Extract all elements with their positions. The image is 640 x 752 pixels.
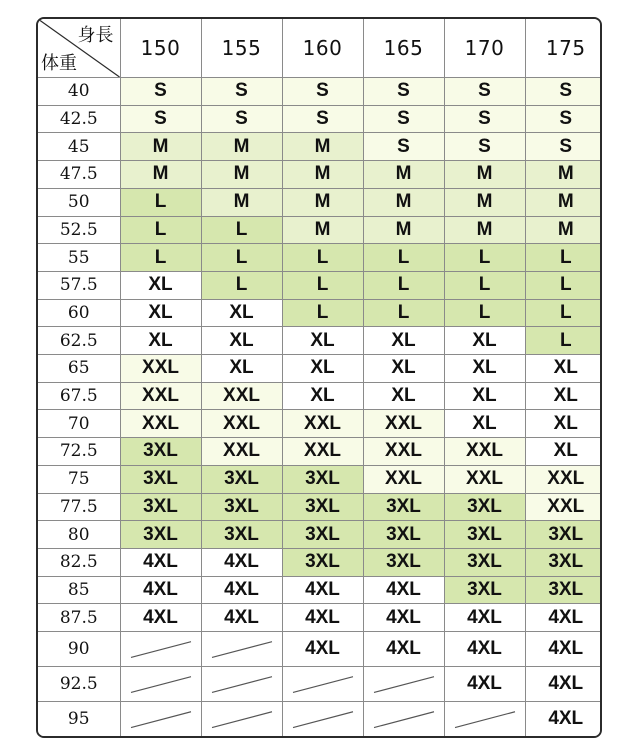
size-cell: 3XL (282, 521, 363, 549)
na-slash-mark (202, 632, 282, 666)
size-cell: XXL (282, 438, 363, 466)
size-cell: 4XL (444, 667, 525, 702)
size-cell: M (201, 188, 282, 216)
na-slash-mark (121, 702, 201, 736)
table-row (38, 521, 602, 549)
weight-cell: 42.5 (38, 105, 120, 133)
size-cell: XL (525, 410, 602, 438)
size-cell: 4XL (444, 604, 525, 632)
weight-cell: 87.5 (38, 604, 120, 632)
table-row (38, 78, 602, 106)
size-cell: 3XL (120, 465, 201, 493)
size-cell: 4XL (363, 604, 444, 632)
size-cell: XXL (120, 382, 201, 410)
size-cell: 4XL (282, 604, 363, 632)
na-slash-mark (202, 667, 282, 701)
size-cell: L (282, 244, 363, 272)
table-row (38, 188, 602, 216)
size-cell: S (282, 105, 363, 133)
table-row (38, 410, 602, 438)
size-cell: XL (201, 327, 282, 355)
size-cell: 4XL (363, 576, 444, 604)
size-cell: XL (444, 355, 525, 383)
size-cell: L (525, 299, 602, 327)
size-cell: XXL (525, 493, 602, 521)
size-cell: XL (282, 355, 363, 383)
size-cell: 4XL (525, 667, 602, 702)
size-cell: M (282, 188, 363, 216)
size-cell: L (201, 244, 282, 272)
weight-axis-label: 体重 (41, 53, 77, 74)
size-cell: S (444, 78, 525, 106)
size-cell: 4XL (525, 632, 602, 667)
size-cell: M (282, 216, 363, 244)
size-cell: XXL (120, 355, 201, 383)
size-cell: XXL (444, 465, 525, 493)
size-cell: XL (201, 299, 282, 327)
size-cell: M (444, 188, 525, 216)
weight-cell: 60 (38, 299, 120, 327)
table-row (38, 105, 602, 133)
na-slash-mark (364, 702, 444, 736)
size-cell: 4XL (444, 632, 525, 667)
na-slash-mark (283, 667, 363, 701)
height-header: 160 (282, 19, 363, 78)
size-cell: M (444, 161, 525, 189)
size-cell: XXL (525, 465, 602, 493)
table-body (38, 78, 602, 737)
height-header: 175 (525, 19, 602, 78)
size-cell: M (363, 161, 444, 189)
weight-cell: 80 (38, 521, 120, 549)
size-cell: M (444, 216, 525, 244)
size-cell: 3XL (363, 521, 444, 549)
size-cell: S (525, 78, 602, 106)
table-row (38, 133, 602, 161)
not-available-cell (201, 632, 282, 667)
size-cell: L (201, 271, 282, 299)
size-cell: XL (525, 382, 602, 410)
size-cell: S (120, 78, 201, 106)
height-axis-label: 身長 (77, 25, 114, 46)
not-available-cell (120, 632, 201, 667)
size-cell: XXL (363, 438, 444, 466)
size-cell: S (525, 105, 602, 133)
size-cell: 3XL (444, 548, 525, 576)
weight-cell: 67.5 (38, 382, 120, 410)
size-cell: XL (120, 327, 201, 355)
size-cell: 3XL (525, 521, 602, 549)
size-cell: XXL (444, 438, 525, 466)
table-row (38, 271, 602, 299)
weight-cell: 40 (38, 78, 120, 106)
size-cell: XL (120, 299, 201, 327)
size-cell: L (444, 299, 525, 327)
size-cell: S (525, 133, 602, 161)
size-cell: M (525, 161, 602, 189)
size-cell: 3XL (525, 548, 602, 576)
size-cell: S (201, 105, 282, 133)
size-cell: 4XL (120, 548, 201, 576)
size-cell: L (363, 271, 444, 299)
size-cell: XL (363, 382, 444, 410)
size-cell: L (282, 271, 363, 299)
not-available-cell (120, 701, 201, 736)
size-cell: 3XL (444, 493, 525, 521)
height-header: 150 (120, 19, 201, 78)
table-row (38, 701, 602, 736)
weight-cell: 82.5 (38, 548, 120, 576)
table-row (38, 604, 602, 632)
size-cell: M (120, 161, 201, 189)
size-cell: XL (363, 355, 444, 383)
weight-cell: 72.5 (38, 438, 120, 466)
size-cell: XXL (363, 465, 444, 493)
size-cell: XL (282, 382, 363, 410)
not-available-cell (444, 701, 525, 736)
na-slash-mark (445, 702, 525, 736)
table-row (38, 355, 602, 383)
not-available-cell (363, 701, 444, 736)
size-cell: L (120, 188, 201, 216)
weight-cell: 75 (38, 465, 120, 493)
size-cell: 3XL (525, 576, 602, 604)
size-cell: XXL (363, 410, 444, 438)
size-cell: S (363, 105, 444, 133)
table-row (38, 382, 602, 410)
weight-cell: 52.5 (38, 216, 120, 244)
size-cell: S (363, 133, 444, 161)
weight-cell: 50 (38, 188, 120, 216)
na-slash-mark (121, 632, 201, 666)
size-cell: 4XL (120, 576, 201, 604)
size-cell: M (525, 216, 602, 244)
size-cell: XXL (201, 382, 282, 410)
na-slash-mark (283, 702, 363, 736)
size-cell: L (525, 327, 602, 355)
header-row (38, 19, 602, 78)
size-cell: M (201, 133, 282, 161)
size-cell: 3XL (201, 521, 282, 549)
size-cell: L (363, 244, 444, 272)
size-cell: XXL (201, 410, 282, 438)
weight-cell: 95 (38, 701, 120, 736)
table-row (38, 667, 602, 702)
size-cell: L (363, 299, 444, 327)
size-cell: 3XL (120, 438, 201, 466)
weight-cell: 45 (38, 133, 120, 161)
weight-cell: 77.5 (38, 493, 120, 521)
size-cell: S (363, 78, 444, 106)
size-cell: 3XL (120, 493, 201, 521)
size-cell: 4XL (282, 576, 363, 604)
size-cell: L (525, 271, 602, 299)
size-cell: M (363, 216, 444, 244)
size-cell: M (282, 161, 363, 189)
table-row (38, 632, 602, 667)
na-slash-mark (364, 667, 444, 701)
table-row (38, 161, 602, 189)
size-cell: 3XL (201, 465, 282, 493)
size-cell: 4XL (201, 548, 282, 576)
size-chart (36, 17, 602, 738)
not-available-cell (282, 667, 363, 702)
weight-cell: 85 (38, 576, 120, 604)
size-cell: 4XL (525, 701, 602, 736)
size-table (38, 19, 602, 736)
size-cell: XL (444, 410, 525, 438)
size-cell: 3XL (363, 493, 444, 521)
weight-cell: 70 (38, 410, 120, 438)
table-row (38, 548, 602, 576)
size-cell: M (363, 188, 444, 216)
weight-cell: 65 (38, 355, 120, 383)
weight-cell: 92.5 (38, 667, 120, 702)
size-cell: L (444, 271, 525, 299)
table-row (38, 216, 602, 244)
size-cell: S (444, 133, 525, 161)
corner-header (38, 19, 120, 78)
size-cell: 3XL (444, 521, 525, 549)
size-cell: S (120, 105, 201, 133)
weight-cell: 62.5 (38, 327, 120, 355)
not-available-cell (363, 667, 444, 702)
size-cell: 3XL (282, 548, 363, 576)
table-row (38, 299, 602, 327)
not-available-cell (120, 667, 201, 702)
size-cell: 3XL (282, 465, 363, 493)
table-row (38, 465, 602, 493)
height-header: 155 (201, 19, 282, 78)
size-cell: 4XL (525, 604, 602, 632)
height-header: 170 (444, 19, 525, 78)
size-cell: 3XL (201, 493, 282, 521)
size-cell: 4XL (201, 576, 282, 604)
table-row (38, 493, 602, 521)
weight-cell: 57.5 (38, 271, 120, 299)
size-cell: XL (282, 327, 363, 355)
weight-cell: 90 (38, 632, 120, 667)
size-cell: 4XL (282, 632, 363, 667)
not-available-cell (282, 701, 363, 736)
size-cell: M (282, 133, 363, 161)
size-cell: 4XL (201, 604, 282, 632)
size-cell: XL (201, 355, 282, 383)
size-cell: XL (363, 327, 444, 355)
size-cell: L (120, 216, 201, 244)
size-cell: S (282, 78, 363, 106)
size-cell: 4XL (363, 632, 444, 667)
size-cell: L (444, 244, 525, 272)
size-cell: XXL (282, 410, 363, 438)
size-cell: L (282, 299, 363, 327)
weight-cell: 55 (38, 244, 120, 272)
not-available-cell (201, 701, 282, 736)
not-available-cell (201, 667, 282, 702)
size-cell: XL (525, 438, 602, 466)
table-row (38, 438, 602, 466)
size-cell: XL (525, 355, 602, 383)
size-cell: XXL (120, 410, 201, 438)
na-slash-mark (202, 702, 282, 736)
size-cell: 3XL (444, 576, 525, 604)
size-cell: 3XL (282, 493, 363, 521)
table-row (38, 327, 602, 355)
size-cell: XXL (201, 438, 282, 466)
size-cell: 3XL (363, 548, 444, 576)
size-cell: M (120, 133, 201, 161)
table-row (38, 244, 602, 272)
size-cell: XL (444, 327, 525, 355)
na-slash-mark (121, 667, 201, 701)
size-cell: XL (444, 382, 525, 410)
size-cell: 4XL (120, 604, 201, 632)
size-cell: L (201, 216, 282, 244)
size-cell: 3XL (120, 521, 201, 549)
table-row (38, 576, 602, 604)
weight-cell: 47.5 (38, 161, 120, 189)
size-cell: L (120, 244, 201, 272)
size-cell: XL (120, 271, 201, 299)
size-cell: S (201, 78, 282, 106)
size-cell: L (525, 244, 602, 272)
size-cell: M (201, 161, 282, 189)
size-cell: M (525, 188, 602, 216)
height-header: 165 (363, 19, 444, 78)
size-cell: S (444, 105, 525, 133)
